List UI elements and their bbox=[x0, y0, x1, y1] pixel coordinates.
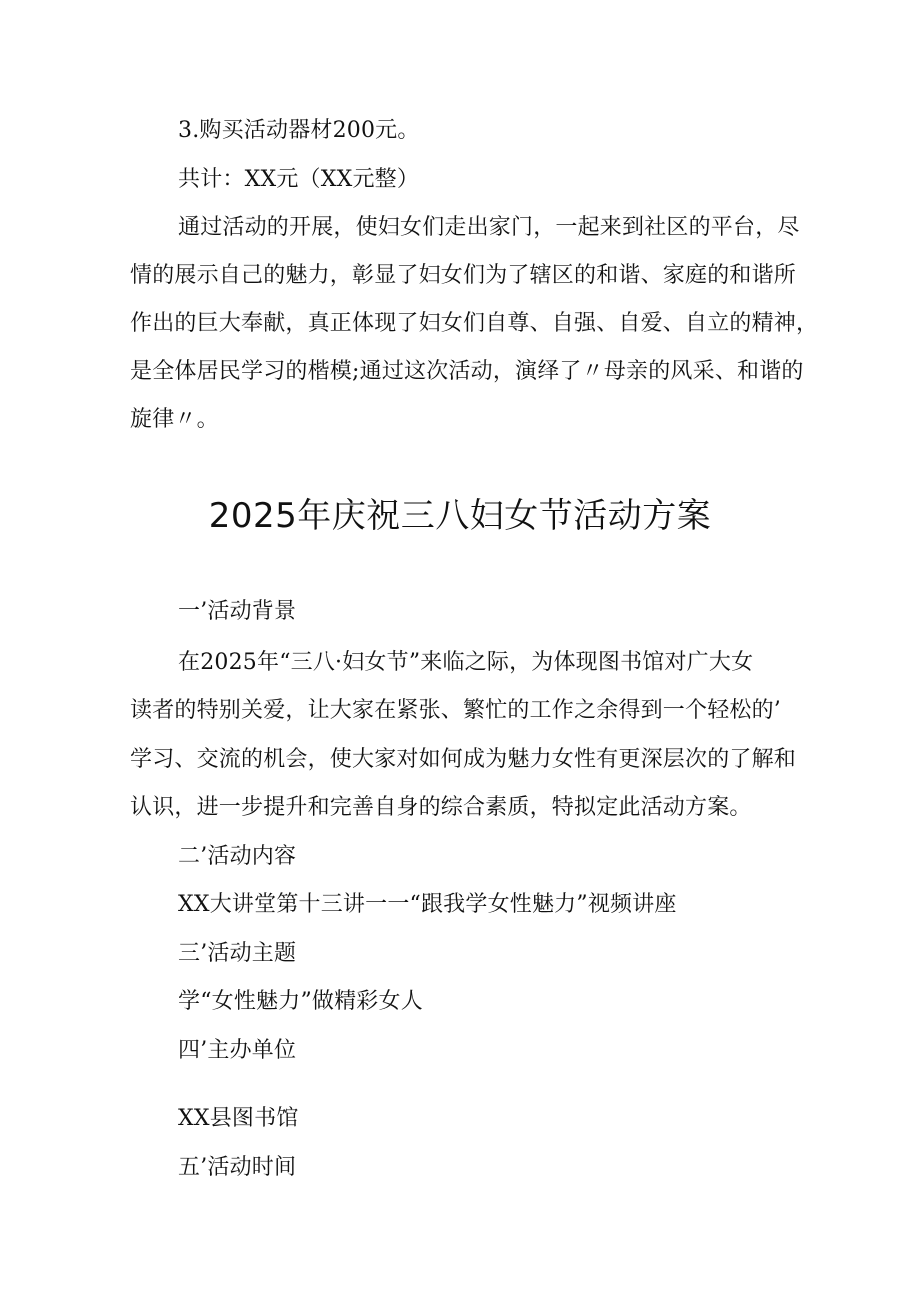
budget-total: 共计：XX元（XX元整） bbox=[178, 167, 420, 192]
summary-line: 旋律〃。 bbox=[130, 407, 219, 432]
budget-item-3: 3.购买活动器材200元。 bbox=[178, 118, 420, 143]
summary-line: 情的展示自己的魅力，彰显了妇女们为了辖区的和谐、家庭的和谐所 bbox=[130, 263, 797, 288]
section-heading-background: 一’活动背景 bbox=[178, 599, 297, 624]
section-heading-content: 二’活动内容 bbox=[178, 844, 297, 869]
section-heading-theme: 三’活动主题 bbox=[178, 941, 297, 966]
section-heading-time: 五’活动时间 bbox=[178, 1155, 297, 1180]
background-line: 认识，进一步提升和完善自身的综合素质，特拟定此活动方案。 bbox=[130, 795, 752, 820]
content-text: XX大讲堂第十三讲一一“跟我学女性魅力”视频讲座 bbox=[178, 892, 677, 917]
summary-line: 是全体居民学习的楷模;通过这次活动，演绎了〃母亲的风采、和谐的 bbox=[130, 359, 804, 384]
organizer-text: XX县图书馆 bbox=[178, 1106, 299, 1131]
summary-line: 通过活动的开展，使妇女们走出家门，一起来到社区的平台，尽 bbox=[178, 215, 800, 240]
background-line: 学习、交流的机会，使大家对如何成为魅力女性有更深层次的了解和 bbox=[130, 747, 797, 772]
summary-line: 作出的巨大奉献，真正体现了妇女们自尊、自强、自爱、自立的精神， bbox=[130, 311, 819, 336]
document-title: 2025年庆祝三八妇女节活动方案 bbox=[208, 496, 712, 536]
section-heading-organizer: 四’主办单位 bbox=[178, 1038, 297, 1063]
background-line: 在2025年“三八·妇女节”来临之际，为体现图书馆对广大女 bbox=[178, 650, 754, 675]
theme-text: 学“女性魅力”做精彩女人 bbox=[178, 989, 423, 1014]
background-line: 读者的特别关爱，让大家在紧张、繁忙的工作之余得到一个轻松的’ bbox=[130, 698, 781, 723]
